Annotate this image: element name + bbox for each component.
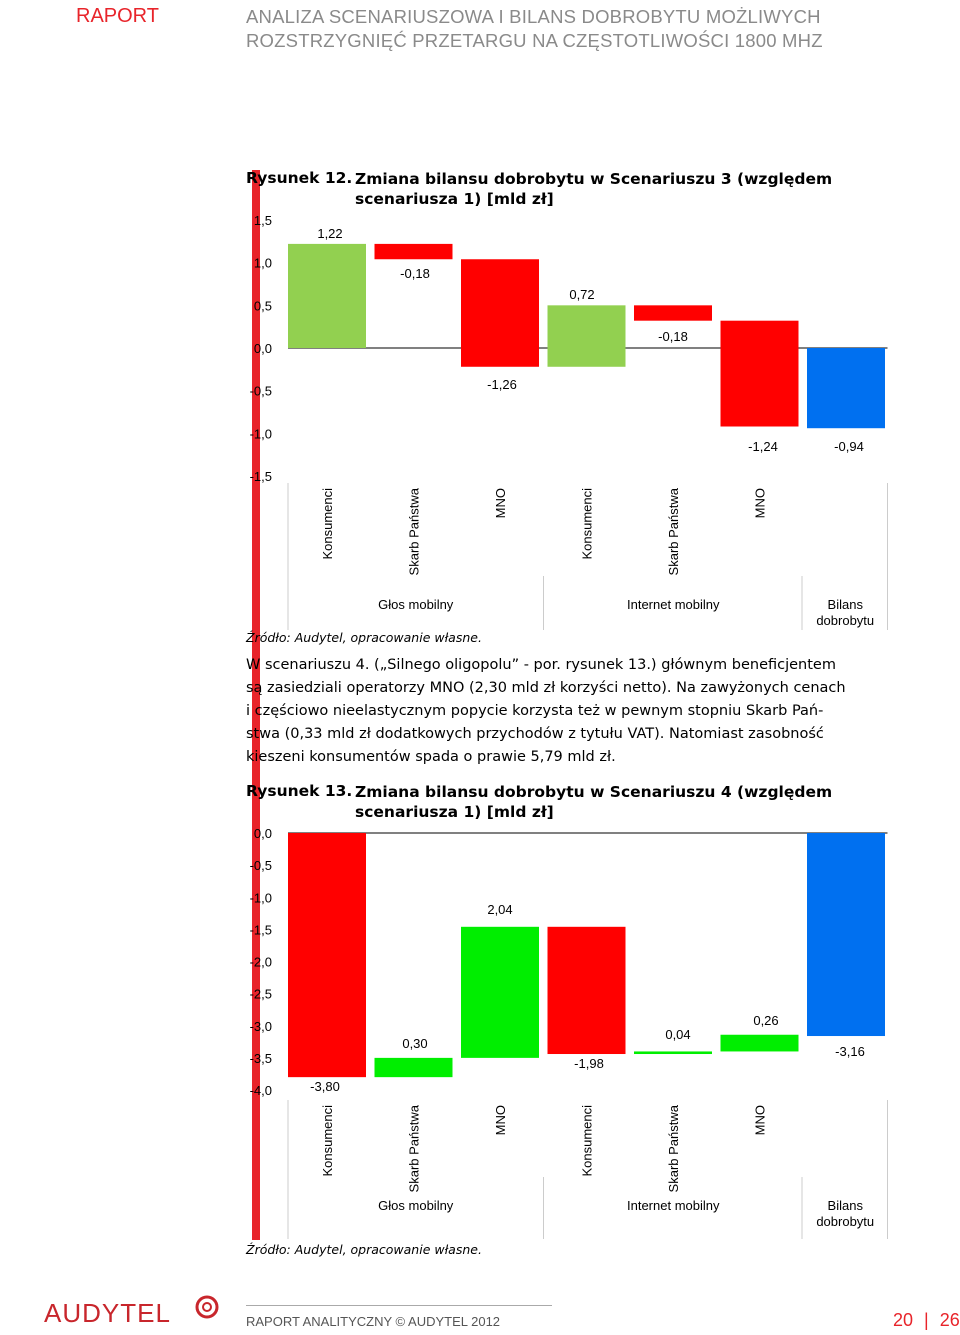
audytel-logo (44, 1294, 224, 1335)
bar (288, 833, 366, 1077)
category-label: Skarb Państwa (666, 1105, 681, 1193)
bar (807, 348, 885, 428)
group-label: dobrobytu (816, 613, 875, 628)
bar (375, 1058, 453, 1077)
figure12-source: Źródło: Audytel, opracowanie własne. (246, 630, 482, 645)
header-title (246, 5, 823, 53)
category-label: Skarb Państwa (406, 488, 422, 576)
data-label: 1,22 (317, 226, 343, 241)
paragraph-line5: kieszeni konsumentów spada o prawie 5,79 mld zł. (246, 749, 616, 765)
category-label: Konsumenci (579, 1105, 595, 1177)
category-label: Konsumenci (320, 1105, 335, 1177)
category-label: Konsumenci (579, 488, 595, 560)
bar (634, 305, 712, 320)
data-label: -0,94 (834, 439, 864, 454)
y-tick-label: -0,5 (249, 383, 272, 399)
group-label: Bilans (827, 1198, 863, 1213)
y-tick-label: -1,5 (249, 922, 272, 938)
y-tick-label: 1,5 (253, 213, 272, 228)
figure13-label: Rysunek 13. (246, 782, 353, 800)
data-label: -3,16 (835, 1044, 865, 1059)
header-title-line1: ANALIZA SCENARIUSZOWA I BILANS DOBROBYTU MOŻLIWYCH (246, 6, 821, 27)
figure12-chart (0, 200, 960, 630)
paragraph-line3: i częściowo nieelastycznym popycie korzysta też w pewnym stopniu Skarb Pań- (246, 703, 824, 719)
figure13-chart (0, 815, 960, 1240)
header-title-line2: ROZSTRZYGNIĘĆ PRZETARGU NA CZĘSTOTLIWOŚCI 1800 MHZ (246, 30, 823, 51)
page-numbers: 20 | 26 (893, 1310, 960, 1330)
y-tick-label: -2,5 (249, 986, 272, 1002)
category-label: MNO (752, 1105, 768, 1136)
group-label: dobrobytu (816, 1214, 875, 1229)
y-tick-label: 0,0 (253, 826, 272, 841)
figure12-label: Rysunek 12. (246, 169, 353, 187)
bar (288, 244, 366, 348)
paragraph-line1: W scenariuszu 4. („Silnego oligopolu” - por. rysunek 13.) głównym beneficjentem (246, 657, 836, 673)
category-label: MNO (752, 488, 768, 519)
bar (375, 244, 453, 259)
data-label: -1,26 (487, 377, 517, 392)
footer-text: RAPORT ANALITYCZNY © AUDYTEL 2012 (246, 1314, 501, 1329)
group-label: Internet mobilny (627, 597, 720, 612)
page-current: 20 (893, 1310, 914, 1330)
page-total: 26 (939, 1310, 960, 1330)
bar (634, 1051, 712, 1054)
figure12-title-line1: Zmiana bilansu dobrobytu w Scenariuszu 3 (względem (355, 170, 833, 188)
y-tick-label: 1,0 (253, 255, 272, 271)
bar (461, 927, 539, 1058)
category-label: MNO (493, 488, 508, 519)
y-tick-label: -2,0 (249, 954, 272, 970)
group-label: Głos mobilny (378, 597, 454, 612)
figure13-source: Źródło: Audytel, opracowanie własne. (246, 1242, 482, 1257)
footer-divider (246, 1305, 552, 1306)
figure12-title-line2: scenariusza 1) [mld zł] (355, 190, 554, 208)
bar (721, 1035, 799, 1052)
group-label: Internet mobilny (627, 1198, 720, 1213)
data-label: 2,04 (487, 902, 513, 917)
y-tick-label: -1,5 (249, 469, 272, 484)
data-label: -0,18 (658, 329, 688, 344)
data-label: -3,80 (310, 1079, 340, 1094)
group-label: Bilans (827, 597, 863, 612)
y-tick-label: -1,0 (249, 890, 272, 906)
category-label: Skarb Państwa (666, 488, 681, 576)
data-label: -0,18 (400, 266, 430, 281)
audytel-logo-graphic (44, 1294, 224, 1330)
paragraph-line2: są zasiedziali operatorzy MNO (2,30 mld zł korzyści netto). Na zawyżonych cenach (246, 680, 846, 696)
data-label: -1,98 (574, 1056, 604, 1071)
y-tick-label: -4,0 (249, 1083, 272, 1098)
header-section-label: RAPORT (76, 5, 159, 27)
figure13-title-line2: scenariusza 1) [mld zł] (355, 803, 554, 821)
data-label: 0,30 (402, 1036, 428, 1051)
paragraph-line4: stwa (0,33 mld zł dodatkowych przychodów z tytułu VAT). Natomiast zasobność (246, 726, 824, 742)
data-label: 0,26 (753, 1013, 779, 1028)
y-tick-label: -3,0 (249, 1018, 272, 1034)
data-label: 0,72 (569, 287, 595, 302)
y-tick-label: -1,0 (249, 426, 272, 442)
body-paragraph (246, 654, 894, 769)
bar (548, 305, 626, 366)
bar (461, 259, 539, 367)
category-label: Skarb Państwa (406, 1105, 422, 1193)
y-tick-label: -3,5 (249, 1050, 272, 1066)
bar (807, 833, 885, 1036)
bar (548, 927, 626, 1054)
y-tick-label: 0,0 (253, 341, 272, 356)
audytel-logo-text: AUDYTEL (44, 1298, 171, 1328)
figure13-title-line1: Zmiana bilansu dobrobytu w Scenariuszu 4 (względem (355, 783, 833, 801)
category-label: MNO (493, 1105, 508, 1136)
data-label: 0,04 (665, 1027, 691, 1042)
bar (721, 321, 799, 427)
y-tick-label: 0,5 (253, 298, 272, 314)
group-label: Głos mobilny (378, 1198, 454, 1213)
data-label: -1,24 (748, 439, 778, 454)
category-label: Konsumenci (320, 488, 335, 560)
y-tick-label: -0,5 (249, 858, 272, 874)
